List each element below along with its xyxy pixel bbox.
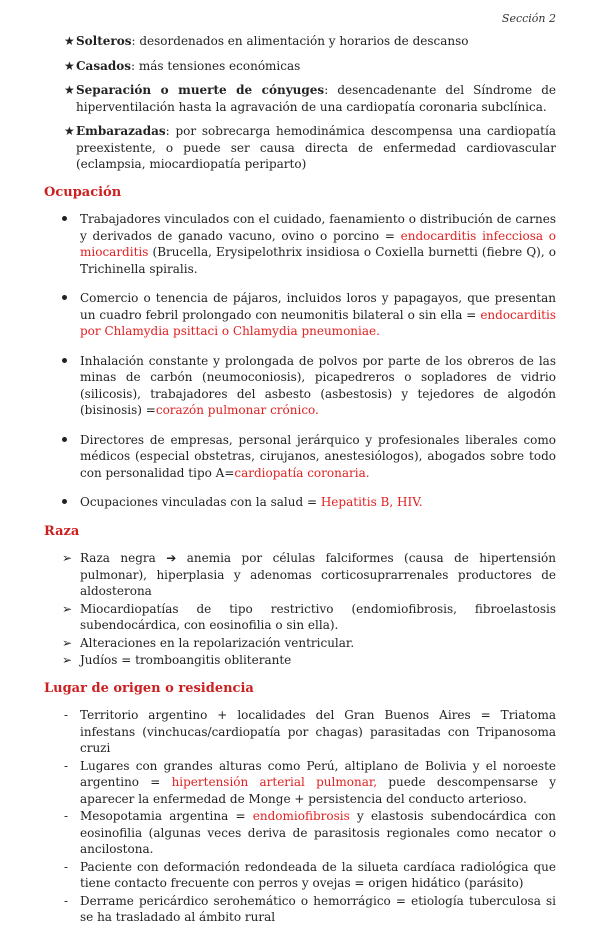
occupation-list (44, 211, 556, 511)
item-text: Mesopotamia argentina = (80, 809, 253, 823)
list-item (44, 58, 556, 75)
highlight-text: endocarditis infecciosa o miocarditis (80, 228, 556, 259)
highlight-text: endocarditis por Chlamydia psittaci o Chlamydia pneumoniae. (80, 307, 556, 338)
item-text: y elastosis subendocárdica con eosinofilia (algunas veces deriva de parasitosis regionales como necator o ancilostona. (80, 809, 556, 856)
item-text: (Brucella, Erysipelothrix insidiosa o Coxiella burnetti (fiebre Q), o Trichinella spiralis. (80, 245, 556, 276)
item-lead: Solteros (76, 34, 132, 48)
item-lead: Separación o muerte de cónyuges (76, 83, 325, 97)
dash-bullet-icon: - (64, 809, 69, 823)
section-title-raza: Raza (44, 523, 80, 539)
star-bullet-icon: ★ (64, 58, 75, 73)
item-text: Raza negra ➔ anemia por células falciformes (causa de hipertensión pulmonar), hiperplasia y adenomas corticosuprarrenales productores de aldosterona (80, 551, 556, 598)
item-text: Judíos = tromboangitis obliterante (80, 653, 292, 667)
dash-bullet-icon: - (64, 859, 69, 874)
list-item (44, 550, 556, 600)
list-item (44, 432, 556, 482)
item-lead: Embarazadas (76, 124, 166, 138)
highlight-text: endomiofibrosis (252, 809, 350, 823)
highlight-text: hipertensión arterial pulmonar, (171, 775, 378, 789)
marital-status-list (44, 33, 556, 173)
dash-bullet-icon: - (64, 708, 69, 722)
bullet-dot-icon (62, 499, 67, 504)
item-text: Paciente con deformación redondeada de la silueta cardíaca radiológica que tiene contacto frecuente con perros y ovejas = origen hidático (parásito) (80, 859, 556, 890)
bullet-dot-icon (62, 437, 67, 442)
list-item (44, 123, 556, 173)
item-text: : desencadenante del Síndrome de hiperventilación hasta la agravación de una cardiopatía coronaria subclínica. (76, 83, 556, 114)
bullet-dot-icon (62, 216, 67, 221)
item-text: Directores de empresas, personal jerárquico y profesionales liberales como médicos (especial obstetras, cirujanos, anestesiólogos), abogados sobre todo con personalidad tipo A= (80, 432, 556, 480)
arrow-bullet-icon: ➢ (62, 551, 73, 565)
section-header: Sección 2 (501, 12, 556, 25)
highlight-text: corazón pulmonar crónico. (155, 403, 319, 417)
list-item (44, 290, 556, 340)
item-text: Miocardiopatías de tipo restrictivo (endomiofibrosis, fibroelastosis subendocárdica, con eosinofilia o sin ella). (80, 601, 556, 632)
item-lead: Casados (76, 58, 132, 73)
item-text: Inhalación constante y prolongada de polvos por parte de los obreros de las minas de carbón (neumoconiosis), picapedreros o sopladores de vidrio (silicosis), trabajadores del asbesto (asbestosis) y tejedores de algodón (bisinosis) = (80, 353, 556, 417)
item-text: puede descompensarse y aparecer la enfermedad de Monge + persistencia del conducto arterioso. (80, 775, 556, 806)
origin-list (44, 707, 556, 926)
list-item (44, 601, 556, 634)
item-text: Territorio argentino + localidades del Gran Buenos Aires = Triatoma infestans (vinchucas/cardiopatía por chagas) parasitadas con Tripanosoma cruzi (80, 708, 556, 755)
item-text: Trabajadores vinculados con el cuidado, faenamiento o distribución de carnes y derivados de ganado vacuno, ovino o porcino = (80, 212, 556, 243)
list-item (44, 758, 556, 808)
dash-bullet-icon: - (64, 758, 69, 773)
item-text: Alteraciones en la repolarización ventricular. (80, 635, 355, 650)
list-item (44, 652, 556, 669)
list-item (44, 82, 556, 115)
section-title-lugar: Lugar de origen o residencia (44, 680, 254, 696)
highlight-text: cardiopatía coronaria. (234, 465, 370, 480)
item-text: : más tensiones económicas (131, 58, 301, 73)
list-item (44, 893, 556, 926)
list-item (44, 635, 556, 652)
item-text: Derrame pericárdico serohemático o hemorrágico = etiología tuberculosa si se ha trasladado al ámbito rural (80, 893, 556, 924)
race-list (44, 550, 556, 669)
item-text: Lugares con grandes alturas como Perú, altiplano de Bolivia y el noroeste argentino = (80, 758, 556, 789)
list-item (44, 353, 556, 419)
arrow-bullet-icon: ➢ (62, 653, 73, 667)
list-item (44, 859, 556, 892)
section-title-ocupacion: Ocupación (44, 184, 122, 200)
bullet-dot-icon (62, 295, 67, 300)
item-text: Comercio o tenencia de pájaros, incluidos loros y papagayos, que presentan un cuadro febril prolongado con neumonitis bilateral o sin ella = (80, 291, 556, 322)
arrow-bullet-icon: ➢ (62, 601, 73, 616)
list-item (44, 33, 556, 50)
list-item (44, 211, 556, 277)
star-bullet-icon: ★ (64, 34, 75, 48)
dash-bullet-icon: - (64, 893, 69, 908)
arrow-bullet-icon: ➢ (62, 635, 73, 650)
star-bullet-icon: ★ (64, 83, 75, 97)
highlight-text: Hepatitis B, HIV. (320, 495, 423, 509)
list-item (44, 707, 556, 757)
list-item (44, 494, 556, 511)
item-text: Ocupaciones vinculadas con la salud = (80, 495, 321, 509)
item-text: : por sobrecarga hemodinámica descompensa una cardiopatía preexistente, o puede ser causa directa de enfermedad cardiovascular (eclampsia, miocardiopatía periparto) (76, 124, 556, 171)
page-content (44, 33, 556, 927)
star-bullet-icon: ★ (64, 124, 75, 138)
item-text: : desordenados en alimentación y horarios de descanso (131, 34, 469, 48)
list-item (44, 808, 556, 858)
bullet-dot-icon (62, 358, 67, 363)
